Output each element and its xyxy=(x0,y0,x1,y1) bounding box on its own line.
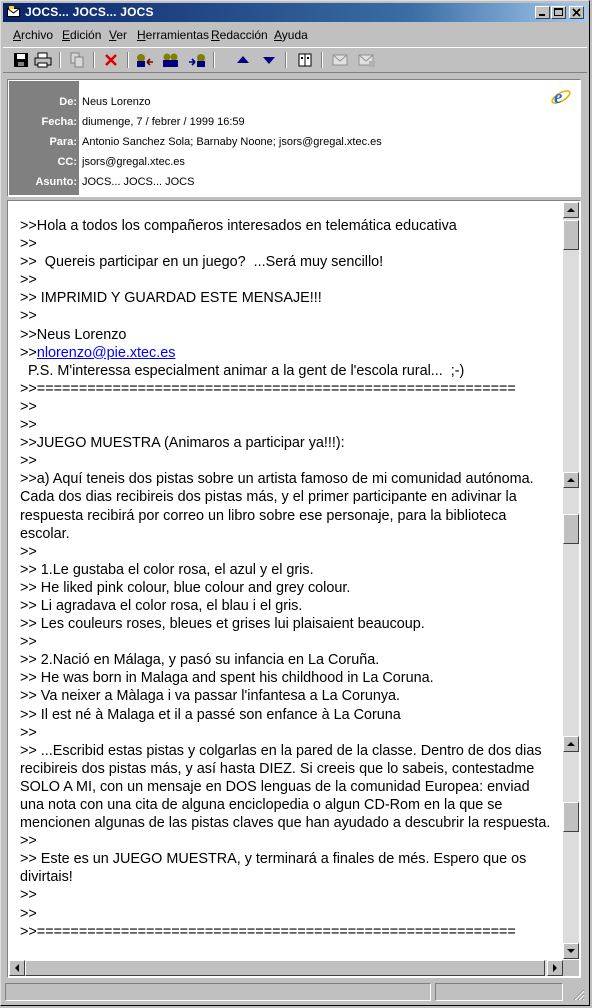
message-line: P.S. M'interessa especialment animar a la gent de l'escola rural... ;-) xyxy=(20,362,465,379)
close-icon xyxy=(570,7,583,18)
menu-ver-accel: V xyxy=(109,28,117,42)
menu-redaccion[interactable] xyxy=(211,28,268,42)
menu-redaccion-accel: R xyxy=(211,28,220,42)
email-link[interactable]: nlorenzo@pie.xtec.es xyxy=(36,344,176,361)
message-line: >> He was born in Malaga and spent his childhood in La Coruna. xyxy=(20,670,434,687)
message-text xyxy=(20,217,552,941)
delete-x-icon xyxy=(103,52,119,68)
status-panel-secondary xyxy=(435,983,563,1001)
toolbar xyxy=(3,47,587,73)
address-book-icon xyxy=(297,52,313,68)
toolbar-separator xyxy=(93,52,95,68)
message-line: >> xyxy=(20,905,37,922)
message-line: >> xyxy=(20,724,37,741)
toolbar-separator xyxy=(321,52,323,68)
menu-archivo[interactable] xyxy=(13,28,53,42)
forward-button[interactable] xyxy=(187,51,207,69)
copy-button[interactable] xyxy=(67,51,87,69)
to-value: Antonio Sanchez Sola; Barnaby Noone; jsors@gregal.xtec.es xyxy=(82,136,382,148)
menu-ayuda-accel: A xyxy=(274,28,282,42)
subject-value: JOCS... JOCS... JOCS xyxy=(82,176,195,188)
maximize-button[interactable] xyxy=(551,6,566,19)
message-line: >>Hola a todos los compañeros interesados en telemática educativa xyxy=(20,218,457,234)
window-title: JOCS... JOCS... JOCS xyxy=(25,5,154,19)
menu-herramientas-accel: H xyxy=(137,28,146,42)
from-label: De: xyxy=(59,96,77,108)
scroll-left-button[interactable] xyxy=(9,960,25,976)
message-line: >> IMPRIMID Y GUARDAD ESTE MENSAJE!!! xyxy=(20,290,322,307)
triangle-up-icon xyxy=(567,741,575,747)
menu-archivo-accel: A xyxy=(13,28,22,42)
message-paragraph: >>a) Aquí teneis dos pistas sobre un artista famoso de mi comunidad autónoma. Cada dos dias recibireis dos pistas más, y el primer participante en adivinar la respuesta recibirá por correo un libro sobre ese personaje, para la biblioteca escolar. xyxy=(20,471,538,542)
message-line: >>========================================================= xyxy=(20,380,516,397)
menu-ayuda[interactable] xyxy=(274,28,308,42)
message-line: >> Quereis participar en un juego? ...Será muy sencillo! xyxy=(20,254,384,271)
close-button[interactable] xyxy=(569,6,584,19)
status-panel-main xyxy=(5,983,431,1001)
menu-herramientas-label: erramientas xyxy=(145,28,210,42)
scroll-thumb[interactable] xyxy=(563,514,579,544)
to-label: Para: xyxy=(49,136,77,148)
menu-redaccion-label: edacción xyxy=(219,28,268,42)
scroll-right-button[interactable] xyxy=(547,960,563,976)
arrow-down-icon xyxy=(261,52,277,68)
date-value: diumenge, 7 / febrer / 1999 16:59 xyxy=(82,116,245,128)
address-book-button[interactable] xyxy=(295,51,315,69)
message-line: >> xyxy=(20,833,37,850)
message-line: >> 2.Nació en Málaga, y pasó su infancia en La Coruña. xyxy=(20,652,380,669)
menu-bar xyxy=(3,25,587,44)
triangle-right-icon xyxy=(552,964,558,972)
message-line: >> xyxy=(20,887,37,904)
header-from-row xyxy=(8,91,580,111)
message-paragraph: >> ...Escribid estas pistas y colgarlas en la pared de la classe. Dentro de dos dias recibireis dos pistas más, y así hasta DIEZ. Si creeis que lo sabeis, contestadme SOLO A MI, con un mensaje en DOS lenguas de la comunidad Europea: enviad una nota con una cita de alguna enciclopedia o algun CD-Rom en la que se mencionen algunas de las pistas claves que han ayudado a descubrir la respuesta. xyxy=(20,742,551,832)
save-button[interactable] xyxy=(11,51,31,69)
vertical-scrollbar[interactable] xyxy=(563,202,579,959)
message-line: >> xyxy=(20,236,37,253)
message-line: >> xyxy=(20,634,37,651)
message-line: >> Este es un JUEGO MUESTRA, y terminará a finales de més. Espero que os xyxy=(20,851,527,868)
sign-message-icon xyxy=(332,52,350,68)
message-line: >> Va neixer a Màlaga i va passar l'infantesa a La Corunya. xyxy=(20,688,401,705)
message-line: >> xyxy=(20,543,37,560)
date-label: Fecha: xyxy=(41,116,77,128)
scroll-thumb[interactable] xyxy=(563,220,579,250)
message-line: >> Il est né à Malaga et il a passé son enfance à La Coruna xyxy=(20,706,401,723)
message-line: >> xyxy=(20,417,37,434)
menu-ayuda-label: yuda xyxy=(281,28,308,42)
scrollbar-corner xyxy=(563,960,579,976)
triangle-left-icon xyxy=(14,964,20,972)
scroll-down-button[interactable] xyxy=(563,943,579,959)
message-line: >> xyxy=(20,398,37,415)
message-line: >> xyxy=(20,308,37,325)
triangle-down-icon xyxy=(567,948,575,954)
floppy-disk-icon xyxy=(13,52,29,68)
svg-text:e: e xyxy=(554,87,563,108)
status-bar xyxy=(3,981,587,1003)
toolbar-separator xyxy=(59,52,61,68)
reply-icon xyxy=(135,52,155,68)
message-line: >> xyxy=(20,453,37,470)
menu-ver-label: er xyxy=(116,28,128,42)
message-line: >>Neus Lorenzo xyxy=(20,326,127,343)
forward-icon xyxy=(187,52,207,68)
toolbar-separator xyxy=(213,52,215,68)
menu-archivo-label: rchivo xyxy=(21,28,54,42)
sign-button[interactable] xyxy=(331,51,351,69)
horizontal-scroll-thumb[interactable] xyxy=(25,960,545,976)
reply-button[interactable] xyxy=(135,51,155,69)
message-line xyxy=(20,344,552,362)
menu-ver[interactable] xyxy=(109,28,127,42)
triangle-up-icon xyxy=(567,207,575,213)
print-button[interactable] xyxy=(33,51,53,69)
maximize-icon xyxy=(552,7,565,18)
subject-label: Asunto: xyxy=(35,176,77,188)
internet-explorer-icon xyxy=(550,86,572,108)
message-line: >> xyxy=(20,272,37,289)
toolbar-separator xyxy=(127,52,129,68)
cc-label: CC: xyxy=(57,156,77,168)
header-cc-row xyxy=(8,151,580,171)
encrypt-message-icon xyxy=(358,52,376,68)
message-line: >> Les couleurs roses, bleues et grises lui plaisaient beaucoup. xyxy=(20,616,425,633)
scroll-thumb[interactable] xyxy=(563,802,579,832)
scroll-up-button[interactable] xyxy=(563,736,579,752)
from-value: Neus Lorenzo xyxy=(82,96,151,108)
scroll-down-button[interactable] xyxy=(563,472,579,488)
title-bar[interactable] xyxy=(3,3,587,22)
header-to-row xyxy=(8,131,580,151)
message-body[interactable] xyxy=(7,200,581,978)
message-header xyxy=(7,79,581,197)
header-date-row xyxy=(8,111,580,131)
menu-edicion-accel: E xyxy=(62,28,71,42)
message-line: >> He liked pink colour, blue colour and grey colour. xyxy=(20,579,351,596)
message-line: >>JUEGO MUESTRA (Animaros a participar ya!!!): xyxy=(20,435,345,452)
toolbar-separator xyxy=(285,52,287,68)
menu-edicion-label: dición xyxy=(70,28,102,42)
minimize-icon xyxy=(536,7,549,18)
minimize-button[interactable] xyxy=(535,6,550,19)
message-line: divirtais! xyxy=(20,869,73,886)
quote-prefix: >> xyxy=(20,344,37,361)
horizontal-scrollbar[interactable] xyxy=(9,960,563,976)
envelope-icon xyxy=(7,6,20,18)
copy-icon xyxy=(69,52,85,68)
triangle-up-icon xyxy=(567,477,575,483)
cc-value: jsors@gregal.xtec.es xyxy=(82,156,185,168)
menu-herramientas[interactable] xyxy=(137,28,209,42)
resize-grip-icon[interactable] xyxy=(572,988,585,1001)
reply-all-icon xyxy=(161,52,181,68)
menu-edicion[interactable] xyxy=(62,28,101,42)
arrow-up-icon xyxy=(235,52,251,68)
delete-button[interactable] xyxy=(101,51,121,69)
message-line: >>========================================================= xyxy=(20,923,516,940)
previous-button[interactable] xyxy=(233,51,253,69)
printer-icon xyxy=(34,52,52,68)
header-subject-row xyxy=(8,171,580,191)
encrypt-button[interactable] xyxy=(357,51,377,69)
scroll-up-button[interactable] xyxy=(563,202,579,218)
reply-all-button[interactable] xyxy=(161,51,181,69)
next-button[interactable] xyxy=(259,51,279,69)
message-line: >> 1.Le gustaba el color rosa, el azul y el gris. xyxy=(20,561,314,578)
message-line: >> Li agradava el color rosa, el blau i el gris. xyxy=(20,597,303,614)
